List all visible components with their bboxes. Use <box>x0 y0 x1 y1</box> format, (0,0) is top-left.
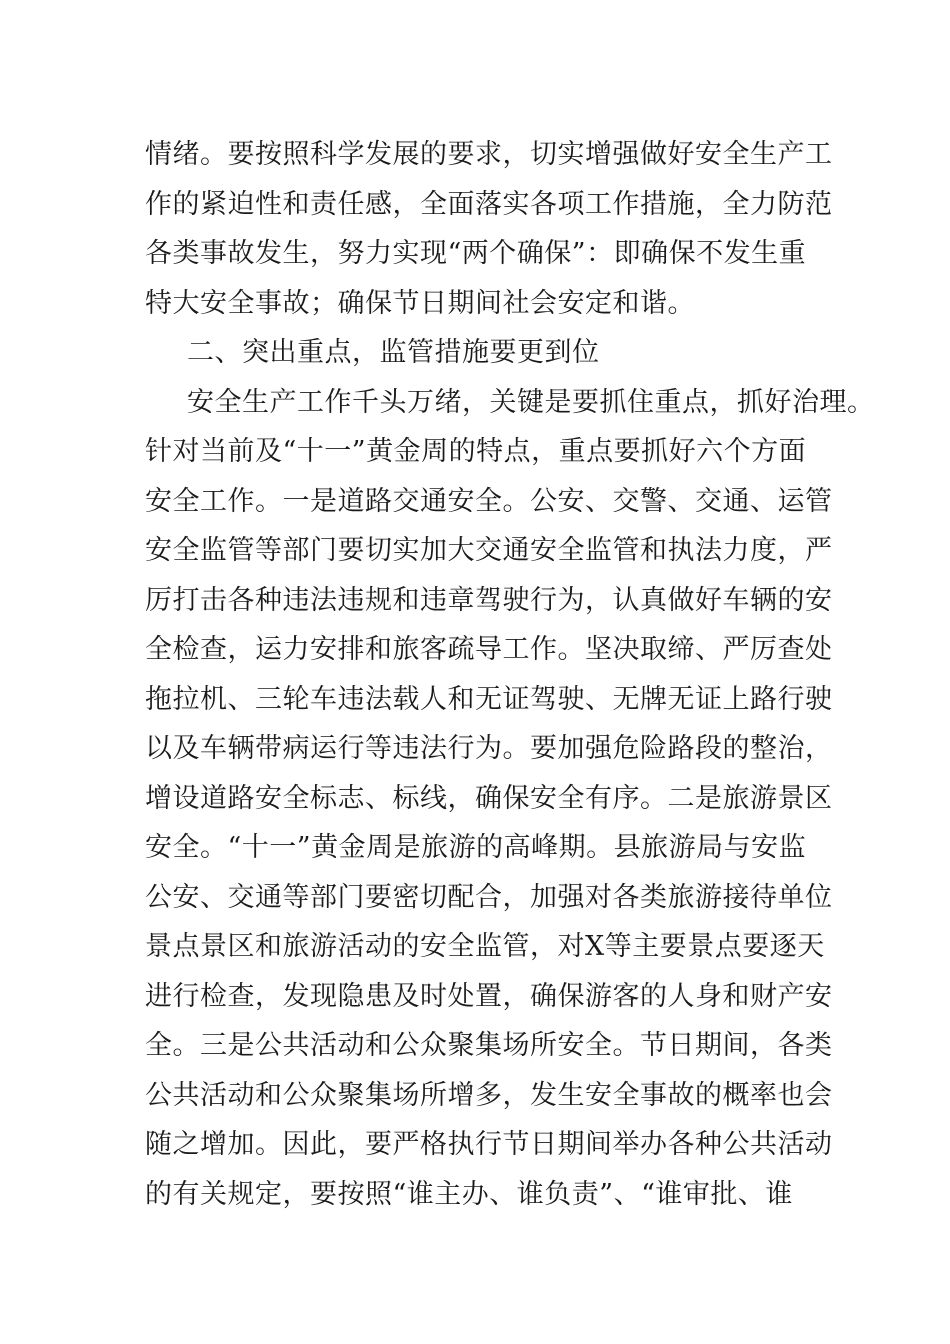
text-line: 全。三是公共活动和公众聚集场所安全。节日期间，各类 <box>145 1030 833 1061</box>
text-line: 进行检查，发现隐患及时处置，确保游客的人身和财产安 <box>145 980 833 1012</box>
text-line: 全检查，运力安排和旅客疏导工作。坚决取缔、严厉查处 <box>145 634 833 665</box>
document-body <box>145 130 875 1219</box>
text-line: 情绪。要按照科学发展的要求，切实增强做好安全生产工 <box>145 139 833 170</box>
text-line: 随之增加。因此，要严格执行节日期间举办各种公共活动 <box>145 1129 833 1160</box>
text-line: 安全。“十一”黄金周是旅游的高峰期。县旅游局与安监 <box>145 832 807 863</box>
section-heading: 二、突出重点，监管措施要更到位 <box>187 337 600 368</box>
text-line: 增设道路安全标志、标线，确保安全有序。二是旅游景区 <box>145 782 833 814</box>
text-line: 安全工作。一是道路交通安全。公安、交警、交通、运管 <box>145 485 833 517</box>
text-line: 各类事故发生，努力实现“两个确保”：即确保不发生重 <box>145 238 807 269</box>
text-line: 拖拉机、三轮车违法载人和无证驾驶、无牌无证上路行驶 <box>145 683 833 715</box>
paragraph-first-line: 安全生产工作千头万绪，关键是要抓住重点，抓好治理。 <box>187 386 875 418</box>
text-line: 景点景区和旅游活动的安全监管，对X等主要景点要逐天 <box>145 931 825 962</box>
text-line: 公共活动和公众聚集场所增多，发生安全事故的概率也会 <box>145 1079 833 1111</box>
text-line: 针对当前及“十一”黄金周的特点，重点要抓好六个方面 <box>145 436 807 467</box>
text-line: 厉打击各种违法违规和违章驾驶行为，认真做好车辆的安 <box>145 584 833 616</box>
text-line: 公安、交通等部门要密切配合，加强对各类旅游接待单位 <box>145 881 833 913</box>
text-line: 以及车辆带病运行等违法行为。要加强危险路段的整治， <box>145 733 833 764</box>
text-line: 特大安全事故；确保节日期间社会安定和谐。 <box>145 287 695 319</box>
text-line: 安全监管等部门要切实加大交通安全监管和执法力度，严 <box>145 535 833 566</box>
text-line: 的有关规定，要按照“谁主办、谁负责”、“谁审批、谁 <box>145 1178 793 1210</box>
text-line: 作的紧迫性和责任感，全面落实各项工作措施，全力防范 <box>145 188 833 220</box>
